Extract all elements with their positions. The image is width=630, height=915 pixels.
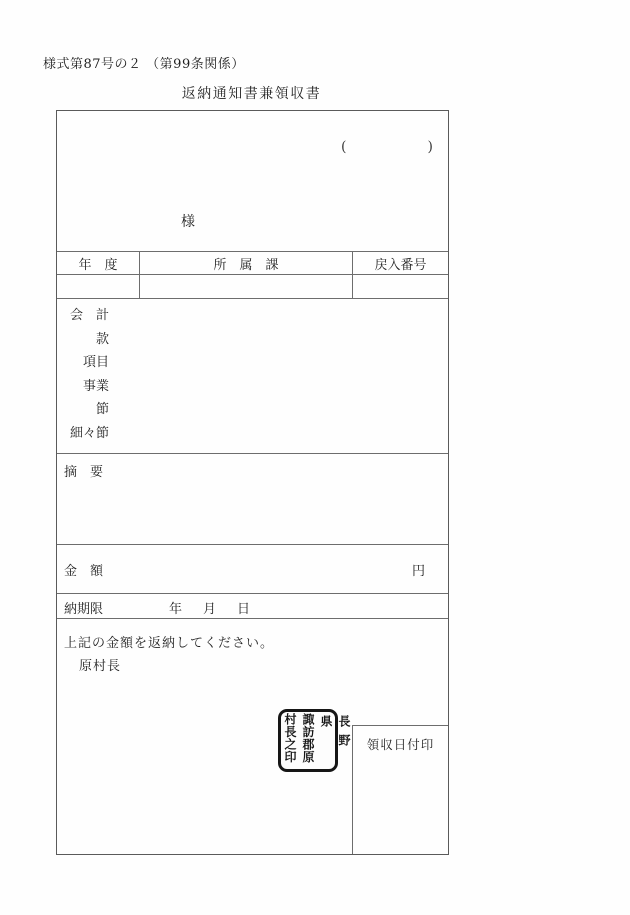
amount-unit-yen: 円 <box>411 563 425 579</box>
date-parentheses <box>341 139 433 155</box>
entry-row <box>57 274 448 298</box>
summary-cell <box>57 453 448 544</box>
summary-label: 摘 要 <box>64 465 104 480</box>
account-label-kan: 款 <box>95 331 109 347</box>
due-date-label: 納期限 <box>64 602 104 617</box>
seal-column-2: 諏訪郡原 <box>301 713 315 763</box>
return-number-value-cell <box>353 275 448 298</box>
account-section-cell <box>57 298 448 453</box>
amount-cell <box>57 544 448 593</box>
seal-column-3: 村長之印 <box>283 713 297 763</box>
paren-open: ( <box>341 139 347 155</box>
receipt-date-stamp-box <box>352 725 448 854</box>
page-title: 返納通知書兼領収書 <box>181 86 322 102</box>
form-table <box>56 110 449 855</box>
department-header: 所 属 課 <box>139 252 353 274</box>
honorific-label: 様 <box>181 214 195 230</box>
footer-cell <box>57 618 448 854</box>
column-header-row <box>57 251 448 274</box>
due-date-cell <box>57 593 448 618</box>
due-date-format: 年 月 日 <box>169 602 255 617</box>
department-value-cell <box>139 275 353 298</box>
account-label-koumoku: 項目 <box>82 355 109 370</box>
mayor-signer-label: 原村長 <box>79 659 122 674</box>
amount-label: 金 額 <box>64 563 104 579</box>
form-number: 様式第87号の２ （第99条関係） <box>43 57 245 72</box>
paren-close: ) <box>427 139 433 155</box>
seal-column-1: 長野県 <box>319 715 351 753</box>
official-seal-stamp <box>278 709 351 772</box>
account-label-saisetsu: 細々節 <box>70 425 110 441</box>
account-label-setsu: 節 <box>95 402 109 417</box>
addressee-cell <box>57 111 448 251</box>
account-label-kaikei: 会 計 <box>70 308 110 323</box>
receipt-stamp-label: 領収日付印 <box>366 737 435 752</box>
account-labels <box>70 304 109 445</box>
return-number-header: 戻入番号 <box>374 257 427 273</box>
fiscal-year-value-cell <box>57 275 139 298</box>
fiscal-year-header: 年 度 <box>78 257 118 273</box>
payment-instruction: 上記の金額を返納してください。 <box>64 636 275 651</box>
account-label-jigyou: 事業 <box>82 378 109 394</box>
